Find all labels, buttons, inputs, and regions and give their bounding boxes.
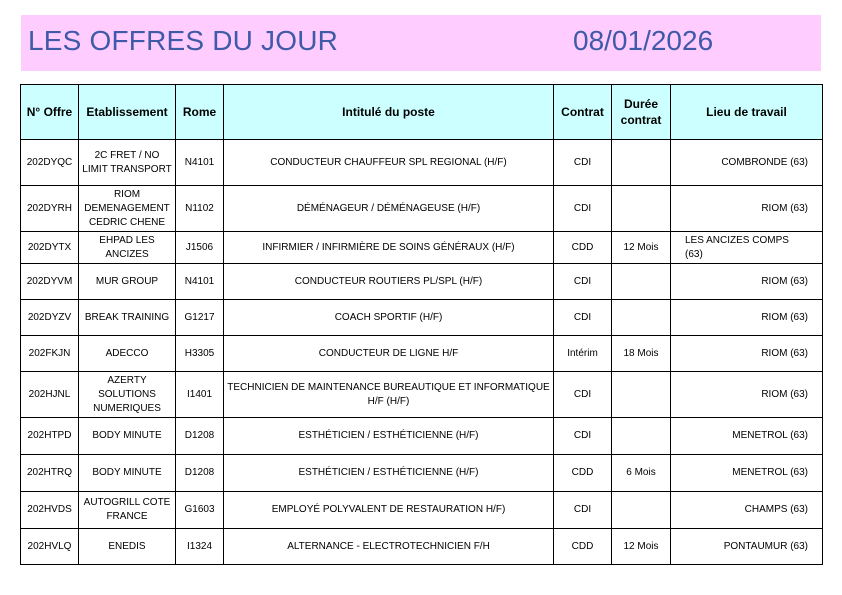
cell-duree: 12 Mois (612, 529, 671, 565)
cell-lieu: MENETROL (63) (671, 418, 823, 455)
cell-lieu: RIOM (63) (671, 300, 823, 336)
cell-rome: N4101 (176, 264, 224, 300)
table-row (21, 232, 823, 264)
cell-contrat: CDD (554, 455, 612, 492)
cell-lieu: RIOM (63) (671, 336, 823, 372)
table-row (21, 372, 823, 418)
cell-offre: 202DYQC (21, 140, 79, 186)
cell-duree: 12 Mois (612, 232, 671, 264)
cell-lieu: MENETROL (63) (671, 455, 823, 492)
cell-rome: J1506 (176, 232, 224, 264)
cell-etablissement: MUR GROUP (79, 264, 176, 300)
page-date: 08/01/2026 (573, 25, 714, 56)
cell-intitule: ESTHÉTICIEN / ESTHÉTICIENNE (H/F) (224, 455, 554, 492)
cell-etablissement: BREAK TRAINING (79, 300, 176, 336)
cell-duree (612, 300, 671, 336)
cell-intitule: COACH SPORTIF (H/F) (224, 300, 554, 336)
cell-intitule: ESTHÉTICIEN / ESTHÉTICIENNE (H/F) (224, 418, 554, 455)
cell-offre: 202DYVM (21, 264, 79, 300)
cell-contrat: CDD (554, 529, 612, 565)
table-row (21, 336, 823, 372)
table-header-row (21, 85, 823, 140)
cell-rome: G1217 (176, 300, 224, 336)
cell-offre: 202FKJN (21, 336, 79, 372)
cell-lieu: LES ANCIZES COMPS (63) (671, 232, 823, 264)
cell-rome: H3305 (176, 336, 224, 372)
cell-offre: 202HTPD (21, 418, 79, 455)
cell-lieu: RIOM (63) (671, 372, 823, 418)
cell-duree (612, 140, 671, 186)
cell-offre: 202DYTX (21, 232, 79, 264)
cell-etablissement: EHPAD LES ANCIZES (79, 232, 176, 264)
table-row (21, 140, 823, 186)
column-header-contrat: Contrat (554, 85, 612, 140)
cell-intitule: CONDUCTEUR CHAUFFEUR SPL REGIONAL (H/F) (224, 140, 554, 186)
cell-contrat: CDI (554, 492, 612, 529)
cell-intitule: CONDUCTEUR DE LIGNE H/F (224, 336, 554, 372)
cell-rome: I1324 (176, 529, 224, 565)
cell-duree: 18 Mois (612, 336, 671, 372)
cell-duree (612, 372, 671, 418)
column-header-etablissement: Etablissement (79, 85, 176, 140)
cell-lieu: CHAMPS (63) (671, 492, 823, 529)
cell-intitule: EMPLOYÉ POLYVALENT DE RESTAURATION H/F) (224, 492, 554, 529)
cell-offre: 202HVDS (21, 492, 79, 529)
cell-intitule: TECHNICIEN DE MAINTENANCE BUREAUTIQUE ET INFORMATIQUE H/F (H/F) (224, 372, 554, 418)
cell-duree (612, 186, 671, 232)
column-header-duree: Durée contrat (612, 85, 671, 140)
cell-rome: D1208 (176, 455, 224, 492)
cell-contrat: CDI (554, 300, 612, 336)
cell-lieu: RIOM (63) (671, 186, 823, 232)
cell-rome: N1102 (176, 186, 224, 232)
cell-duree (612, 418, 671, 455)
column-header-rome: Rome (176, 85, 224, 140)
table-row (21, 264, 823, 300)
cell-rome: I1401 (176, 372, 224, 418)
cell-etablissement: BODY MINUTE (79, 418, 176, 455)
cell-lieu: PONTAUMUR (63) (671, 529, 823, 565)
cell-contrat: CDI (554, 372, 612, 418)
cell-etablissement: RIOM DEMENAGEMENT CEDRIC CHENE (79, 186, 176, 232)
cell-offre: 202HJNL (21, 372, 79, 418)
table-row (21, 418, 823, 455)
column-header-lieu: Lieu de travail (671, 85, 823, 140)
cell-duree: 6 Mois (612, 455, 671, 492)
cell-etablissement: ENEDIS (79, 529, 176, 565)
table-row (21, 492, 823, 529)
cell-rome: N4101 (176, 140, 224, 186)
cell-rome: G1603 (176, 492, 224, 529)
cell-contrat: CDI (554, 264, 612, 300)
cell-offre: 202DYRH (21, 186, 79, 232)
table-row (21, 529, 823, 565)
column-header-intitule: Intitulé du poste (224, 85, 554, 140)
cell-intitule: ALTERNANCE - ELECTROTECHNICIEN F/H (224, 529, 554, 565)
cell-duree (612, 264, 671, 300)
cell-intitule: CONDUCTEUR ROUTIERS PL/SPL (H/F) (224, 264, 554, 300)
cell-duree (612, 492, 671, 529)
cell-etablissement: AZERTY SOLUTIONS NUMERIQUES (79, 372, 176, 418)
cell-offre: 202DYZV (21, 300, 79, 336)
cell-contrat: CDI (554, 186, 612, 232)
table-row (21, 300, 823, 336)
cell-lieu: COMBRONDE (63) (671, 140, 823, 186)
cell-offre: 202HVLQ (21, 529, 79, 565)
cell-offre: 202HTRQ (21, 455, 79, 492)
cell-etablissement: AUTOGRILL COTE FRANCE (79, 492, 176, 529)
cell-rome: D1208 (176, 418, 224, 455)
cell-intitule: INFIRMIER / INFIRMIÈRE DE SOINS GÉNÉRAUX (H/F) (224, 232, 554, 264)
table-row (21, 186, 823, 232)
cell-etablissement: BODY MINUTE (79, 455, 176, 492)
cell-etablissement: 2C FRET / NO LIMIT TRANSPORT (79, 140, 176, 186)
cell-contrat: CDD (554, 232, 612, 264)
offers-table-body (21, 140, 823, 565)
cell-lieu: RIOM (63) (671, 264, 823, 300)
title-banner (21, 15, 821, 71)
column-header-offre: N° Offre (21, 85, 79, 140)
cell-intitule: DÉMÉNAGEUR / DÉMÉNAGEUSE (H/F) (224, 186, 554, 232)
cell-contrat: Intérim (554, 336, 612, 372)
cell-contrat: CDI (554, 140, 612, 186)
offers-table (20, 84, 823, 565)
cell-etablissement: ADECCO (79, 336, 176, 372)
page-title: LES OFFRES DU JOUR (28, 25, 339, 56)
table-row (21, 455, 823, 492)
cell-contrat: CDI (554, 418, 612, 455)
